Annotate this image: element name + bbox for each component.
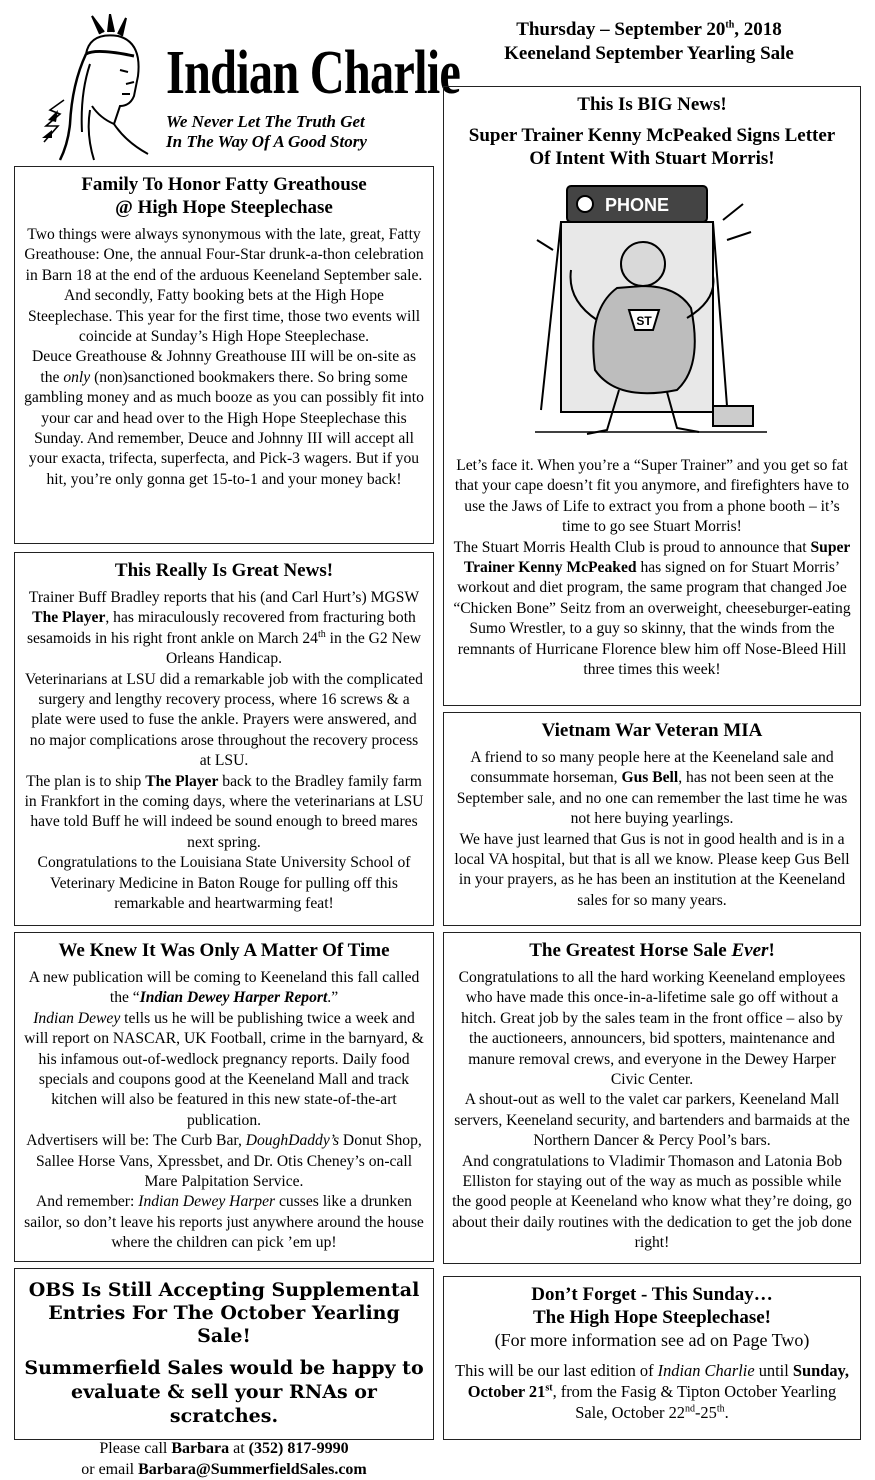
ad-headline: OBS Is Still Accepting Supplemental Entries For The October Yearling Sale! <box>28 1279 420 1347</box>
article-subheading: Super Trainer Kenny McPeaked Signs Letter Of Intent With Stuart Morris! <box>468 125 836 169</box>
dateline <box>443 18 855 66</box>
ad-subheadline: Summerfield Sales would be happy to evaluate & sell your RNAs or scratches. <box>24 1357 424 1427</box>
masthead-tagline <box>166 112 367 152</box>
ad-contact: Please call Barbara at (352) 817-9990 or email Barbara@SummerfieldSales.com <box>81 1440 367 1478</box>
article-the-player <box>14 552 434 926</box>
article-fatty-greathouse <box>14 166 434 544</box>
article-body: A friend to so many people here at the Keeneland sale and consummate horseman, Gus Bell, has not been seen at the September sale, and no one can remember the last time he was not here buying yearlings. We have just learned that Gus is not in good health and is in a local VA hospital, but that is all we know. Please keep Gus Bell in your prayers, as he has been an institution at the Keeneland sales for so many years. <box>454 749 850 909</box>
article-body: Let’s face it. When you’re a “Super Trainer” and you get so fat that your cape doesn’t fit you anymore, and firefighters have to use the Jaws of Life to extract you from a phone booth – it’s time to go see Stuart Morris! The Stuart Morris Health Club is proud to announce that Super Trainer Kenny McPeaked has signed on for Stuart Morris’ workout and diet program, the same program that changed Joe “Chicken Bone” Seitz from an overweight, cheeseburger-eating Sumo Wrestler, to a guy so skinny, that the winds from the remnants of Hurricane Florence blew him off Nose-Bleed Hill three times this week! <box>453 457 851 679</box>
tagline-line-1: We Never Let The Truth Get <box>166 112 365 131</box>
article-heading: The Greatest Horse Sale Ever! <box>529 940 775 961</box>
masthead-title: Indian Charlie <box>166 39 461 107</box>
article-vietnam-veteran <box>443 712 861 926</box>
article-heading: This Is BIG News! <box>577 94 727 115</box>
article-body: Two things were always synonymous with the late, great, Fatty Greathouse: One, the annual Four-Star drunk-a-thon celebration in Barn 18 at the end of the arduous Keeneland September sale. And secondly, Fatty booking bets at the High Hope Steeplechase. This year for the first time, those two events will coincide at Sunday’s High Hope Steeplechase. Deuce Greathouse & Johnny Greathouse III will be on-site as the only (non)sanctioned bookmakers there. So bring some gambling money and as much booze as you can possibly fit into your car and head over to the High Hope Steeplechase this Sunday. And remember, Deuce and Johnny III will accept all your exacta, trifecta, superfecta, and Pick-3 wagers. But if you hit, you’re only gonna get 15-to-1 and your money back! <box>24 226 424 488</box>
article-body: A new publication will be coming to Keeneland this fall called the “Indian Dewey Harper Report.” Indian Dewey tells us he will be publishing twice a week and will report on NASCAR, UK Football, crime in the barnyard, & his infamous out-of-wedlock pregnancy reports. Daily food specials and coupons good at the Keeneland Mall and track kitchen will also be featured in this new state-of-the-art publication. Advertisers will be: The Curb Bar, DoughDaddy’s Donut Shop, Sallee Horse Vans, Xpressbet, and Dr. Otis Cheney’s on-call Mare Palpitation Service. And remember: Indian Dewey Harper cusses like a drunken sailor, so don’t leave his reports just anywhere around the house where the children can pick ’em up! <box>24 969 424 1252</box>
article-big-news <box>443 86 861 706</box>
article-greatest-horse-sale <box>443 932 861 1264</box>
notice-page-two-ref: (For more information see ad on Page Two) <box>494 1330 810 1350</box>
article-dewey-harper-report <box>14 932 434 1262</box>
article-heading: Vietnam War Veteran MIA <box>541 720 763 741</box>
article-heading: Family To Honor Fatty Greathouse @ High Hope Steeplechase <box>81 174 367 218</box>
article-heading: This Really Is Great News! <box>114 560 334 581</box>
phone-booth-cartoon-icon <box>527 180 777 450</box>
notice-heading: Don’t Forget - This Sunday… The High Hope Steeplechase! <box>531 1284 773 1328</box>
phone-sign-text: PHONE <box>604 195 670 215</box>
article-body: Trainer Buff Bradley reports that his (and Carl Hurt’s) MGSW The Player, has miraculously recovered from fracturing both sesamoids in his right front ankle on March 24th in the G2 New Orleans Handicap. Veterinarians at LSU did a remarkable job with the complicated surgery and lengthy recovery process, where 16 screws & a plate were used to fuse the ankle. Prayers were answered, and no major complications arose throughout the recovery process at LSU. The plan is to ship The Player back to the Bradley family farm in Frankfort in the coming days, where the veterinarians at LSU have told Buff he will indeed be sound enough to breed mares next spring. Congratulations to the Louisiana State University School of Veterinary Medicine in Baton Rouge for pulling off this remarkable and heartwarming feat! <box>24 589 424 913</box>
article-body: Congratulations to all the hard working Keeneland employees who have made this once-in-a-lifetime sale go off without a hitch. Great job by the sales team in the front office – also by the auctioneers, announcers, bid spotters, maintenance and manure removal crews, and everyone in the Dewey Harper Civic Center. A shout-out as well to the valet car parkers, Keeneland Mall servers, Keeneland security, and bartenders and barmaids at the Northern Dancer & Percy Pool’s bars. And congratulations to Vladimir Thomason and Latonia Bob Elliston for staying out of the way as much as possible while the good people at Keeneland who know what they’re doing, go about their daily routines with the dedication to get the job done right! <box>452 969 852 1252</box>
article-heading: We Knew It Was Only A Matter Of Time <box>58 940 390 961</box>
issue-date: Thursday – September 20th, 2018 <box>516 19 782 40</box>
notice-dont-forget <box>443 1276 861 1440</box>
indian-head-logo-icon <box>30 14 160 162</box>
masthead <box>20 10 461 160</box>
sale-name: Keeneland September Yearling Sale <box>504 43 794 64</box>
notice-body: This will be our last edition of Indian Charlie until Sunday, October 21st, from the Fasig & Tipton October Yearling Sale, October 22nd-25th. <box>455 1361 849 1422</box>
chest-logo-text: ST <box>636 314 652 328</box>
ad-obs-summerfield <box>14 1268 434 1478</box>
tagline-line-2: In The Way Of A Good Story <box>166 132 367 151</box>
